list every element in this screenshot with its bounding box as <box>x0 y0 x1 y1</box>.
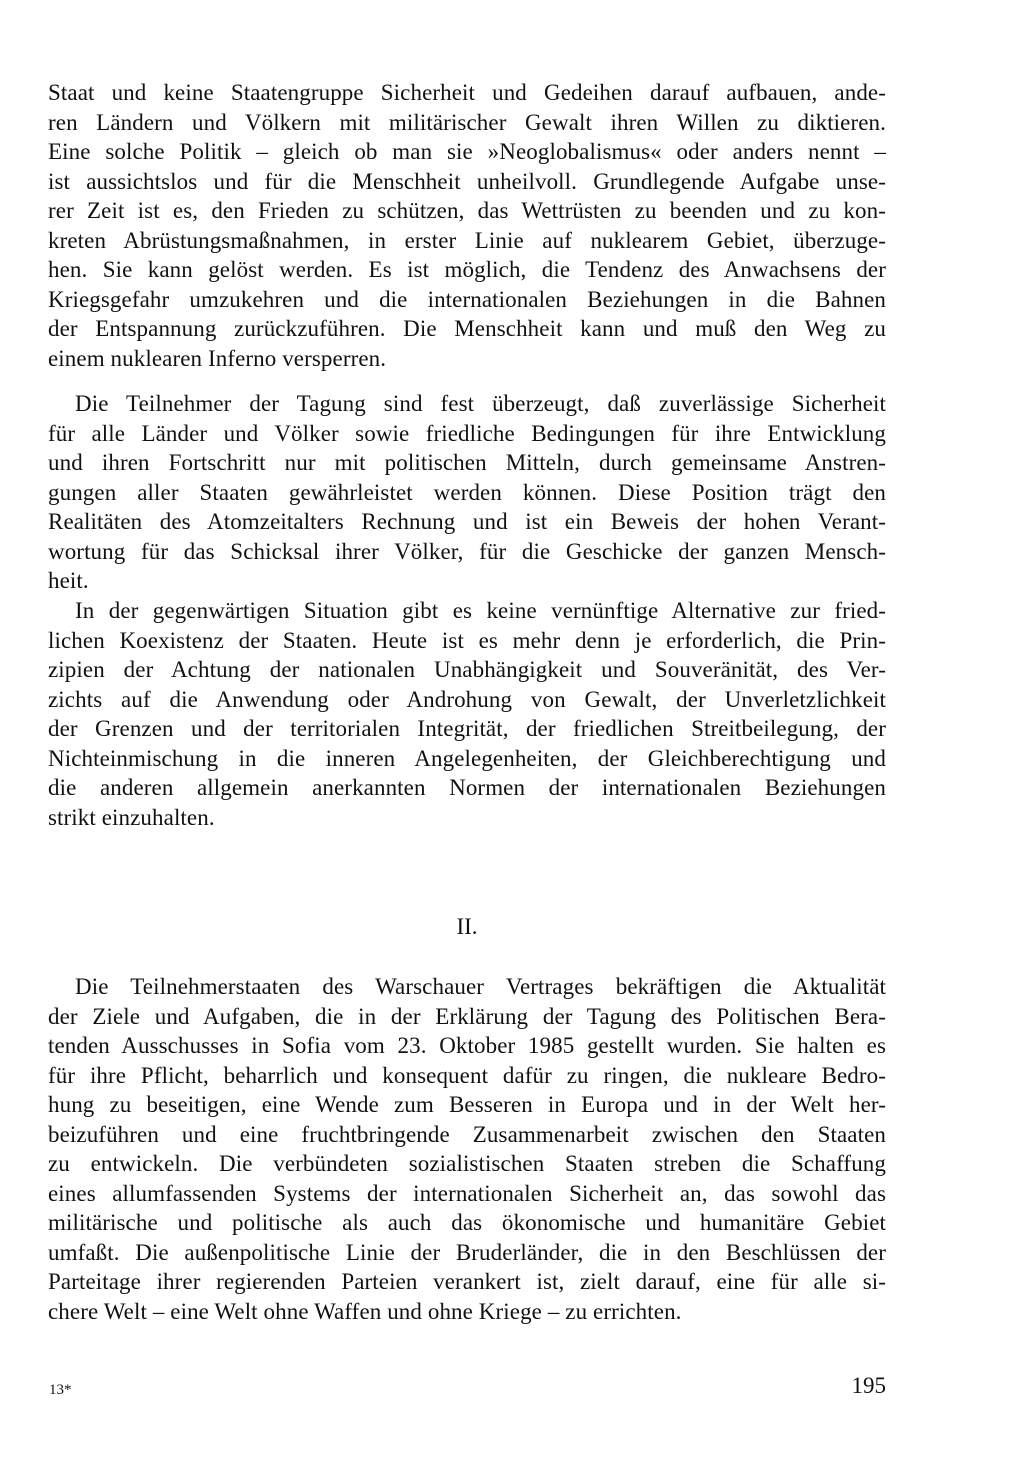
page-number: 195 <box>851 1373 886 1398</box>
text-line: ist aussichtslos und für die Menschheit unheilvoll. Grundlegende Aufgabe unse- <box>48 168 886 194</box>
text-line: der Grenzen und der territorialen Integrität, der friedlichen Streitbeilegung, der <box>48 716 886 741</box>
text-line: umfaßt. Die außenpolitische Linie der Bruderländer, die in den Beschlüssen der <box>48 1239 886 1265</box>
text-line: kreten Abrüstungsmaßnahmen, in erster Linie auf nuklearem Gebiet, überzuge- <box>48 227 886 253</box>
paragraph-1 <box>48 78 886 373</box>
text-line: Kriegsgefahr umzukehren und die internationalen Beziehungen in die Bahnen <box>48 286 886 312</box>
section-heading: II. <box>456 914 478 939</box>
text-line: für ihre Pflicht, beharrlich und konsequent dafür zu ringen, die nukleare Bedro- <box>48 1062 886 1088</box>
text-line: lichen Koexistenz der Staaten. Heute ist es mehr denn je erforderlich, die Prin- <box>48 627 886 653</box>
text-line: der Ziele und Aufgaben, die in der Erklärung der Tagung des Politischen Bera- <box>48 1003 886 1029</box>
text-line: In der gegenwärtigen Situation gibt es keine vernünftige Alternative zur fried- <box>75 598 886 623</box>
text-line: wortung für das Schicksal ihrer Völker, für die Geschicke der ganzen Mensch- <box>48 538 886 564</box>
text-line: Nichteinmischung in die inneren Angelegenheiten, der Gleichberechtigung und <box>48 745 886 771</box>
text-line: der Entspannung zurückzuführen. Die Menschheit kann und muß den Weg zu <box>48 316 886 341</box>
text-line: Staat und keine Staatengruppe Sicherheit und Gedeihen darauf aufbauen, ande- <box>48 80 886 105</box>
text-line: zipien der Achtung der nationalen Unabhängigkeit und Souveränität, des Ver- <box>48 657 886 682</box>
text-line: heit. <box>48 568 89 593</box>
signature-mark: 13* <box>49 1382 72 1398</box>
text-line: und ihren Fortschritt nur mit politischen Mitteln, durch gemeinsame Anstren- <box>48 450 886 475</box>
text-line: gungen aller Staaten gewährleistet werden können. Diese Position trägt den <box>48 479 886 505</box>
text-line: Parteitage ihrer regierenden Parteien verankert ist, zielt darauf, eine für alle si- <box>48 1269 886 1294</box>
text-line: hen. Sie kann gelöst werden. Es ist möglich, die Tendenz des Anwachsens der <box>48 257 886 282</box>
text-line: beizuführen und eine fruchtbringende Zusammenarbeit zwischen den Staaten <box>48 1121 886 1147</box>
text-line: für alle Länder und Völker sowie friedliche Bedingungen für ihre Entwicklung <box>48 420 886 446</box>
text-line: chere Welt – eine Welt ohne Waffen und ohne Kriege – zu errichten. <box>48 1298 682 1324</box>
text-line: zichts auf die Anwendung oder Androhung von Gewalt, der Unverletzlichkeit <box>48 686 886 712</box>
text-line: ren Ländern und Völkern mit militärischer Gewalt ihren Willen zu diktieren. <box>48 109 886 135</box>
text-line: rer Zeit ist es, den Frieden zu schützen, das Wettrüsten zu beenden und zu kon- <box>48 198 886 223</box>
text-line: Die Teilnehmerstaaten des Warschauer Vertrages bekräftigen die Aktualität <box>75 974 886 999</box>
text-line: Eine solche Politik – gleich ob man sie »Neoglobalismus« oder anders nennt – <box>48 139 886 164</box>
paragraph-2 <box>48 389 886 596</box>
text-line: die anderen allgemein anerkannten Normen der internationalen Beziehungen <box>48 775 886 800</box>
paragraph-3 <box>48 596 886 832</box>
text-line: einem nuklearen Inferno versperren. <box>48 345 387 371</box>
text-line: Die Teilnehmer der Tagung sind fest überzeugt, daß zuverlässige Sicherheit <box>75 391 886 416</box>
paragraph-4 <box>48 972 886 1326</box>
text-line: Realitäten des Atomzeitalters Rechnung und ist ein Beweis der hohen Verant- <box>48 509 886 534</box>
text-line: zu entwickeln. Die verbündeten sozialistischen Staaten streben die Schaffung <box>48 1151 886 1176</box>
text-line: hung zu beseitigen, eine Wende zum Besseren in Europa und in der Welt her- <box>48 1092 886 1117</box>
text-line: militärische und politische als auch das ökonomische und humanitäre Gebiet <box>48 1210 886 1235</box>
text-line: eines allumfassenden Systems der internationalen Sicherheit an, das sowohl das <box>48 1180 886 1206</box>
text-line: strikt einzuhalten. <box>48 804 215 830</box>
text-line: tenden Ausschusses in Sofia vom 23. Oktober 1985 gestellt wurden. Sie halten es <box>48 1033 886 1058</box>
